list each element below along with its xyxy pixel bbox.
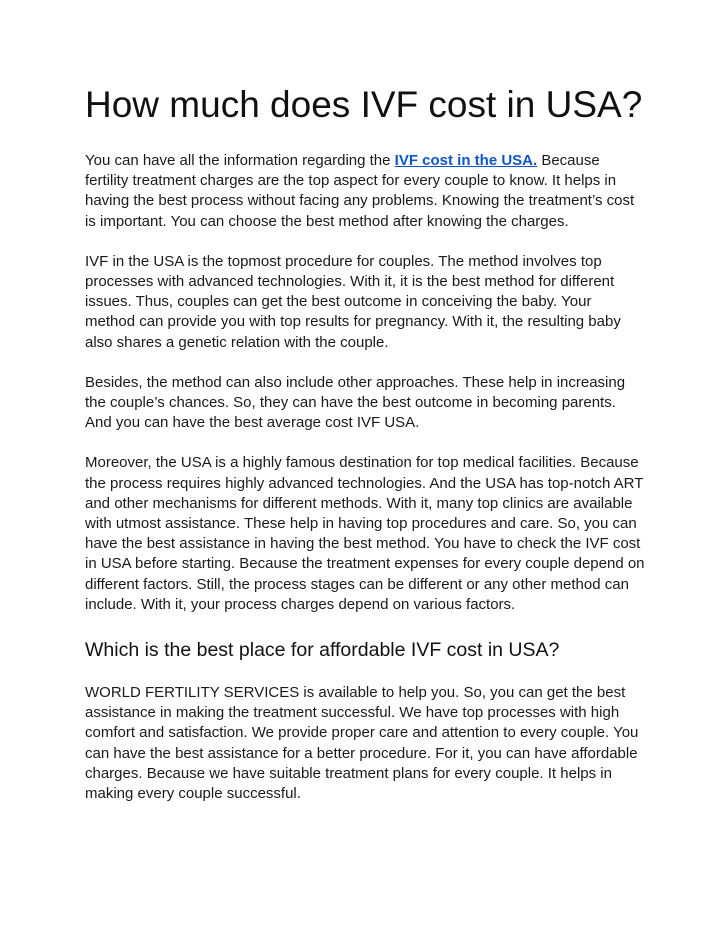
intro-text-after-link: Because fertility treatment charges are the top aspect for every couple to know. It helps in having the best process without facing any problems. Knowing the treatment’s cost is important. You can choose the best method after knowing the charges. bbox=[85, 152, 635, 230]
ivf-cost-usa-link[interactable]: IVF cost in the USA. bbox=[394, 152, 538, 169]
body-paragraph-5: WORLD FERTILITY SERVICES is available to help you. So, you can get the best assistance in making the treatment successful. We have top processes with high comfort and satisfaction. We provide proper care and attention to every couple. You can have the best assistance for a better procedure. For it, you can have affordable charges. Because we have suitable treatment plans for every couple. It helps in making every couple successful. bbox=[85, 684, 639, 803]
document-page bbox=[85, 82, 645, 804]
intro-text-before-link: You can have all the information regarding the bbox=[85, 152, 395, 169]
body-paragraph-4: Moreover, the USA is a highly famous destination for top medical facilities. Because the process requires highly advanced technologies. And the USA has top-notch ART and other mechanisms for different methods. With it, many top clinics are available with utmost assistance. These help in having top procedures and care. So, you can have the best assistance in having the best method. You have to check the IVF cost in USA before starting. Because the treatment expenses for every couple depend on different factors. Still, the process stages can be different or any other method can include. With it, your process charges depend on various factors. bbox=[85, 454, 645, 613]
body-paragraph-2: IVF in the USA is the topmost procedure for couples. The method involves top processes with advanced technologies. With it, it is the best method for different issues. Thus, couples can get the best outcome in conceiving the baby. Your method can provide you with top results for pregnancy. With it, the resulting baby also shares a genetic relation with the couple. bbox=[85, 252, 621, 351]
page-title: How much does IVF cost in USA? bbox=[85, 84, 643, 125]
intro-paragraph bbox=[85, 151, 645, 232]
section-heading: Which is the best place for affordable IVF cost in USA? bbox=[85, 639, 560, 662]
body-paragraph-3: Besides, the method can also include other approaches. These help in increasing the couple’s chances. So, they can have the best outcome in becoming parents. And you can have the best average cost IVF USA. bbox=[85, 373, 626, 432]
